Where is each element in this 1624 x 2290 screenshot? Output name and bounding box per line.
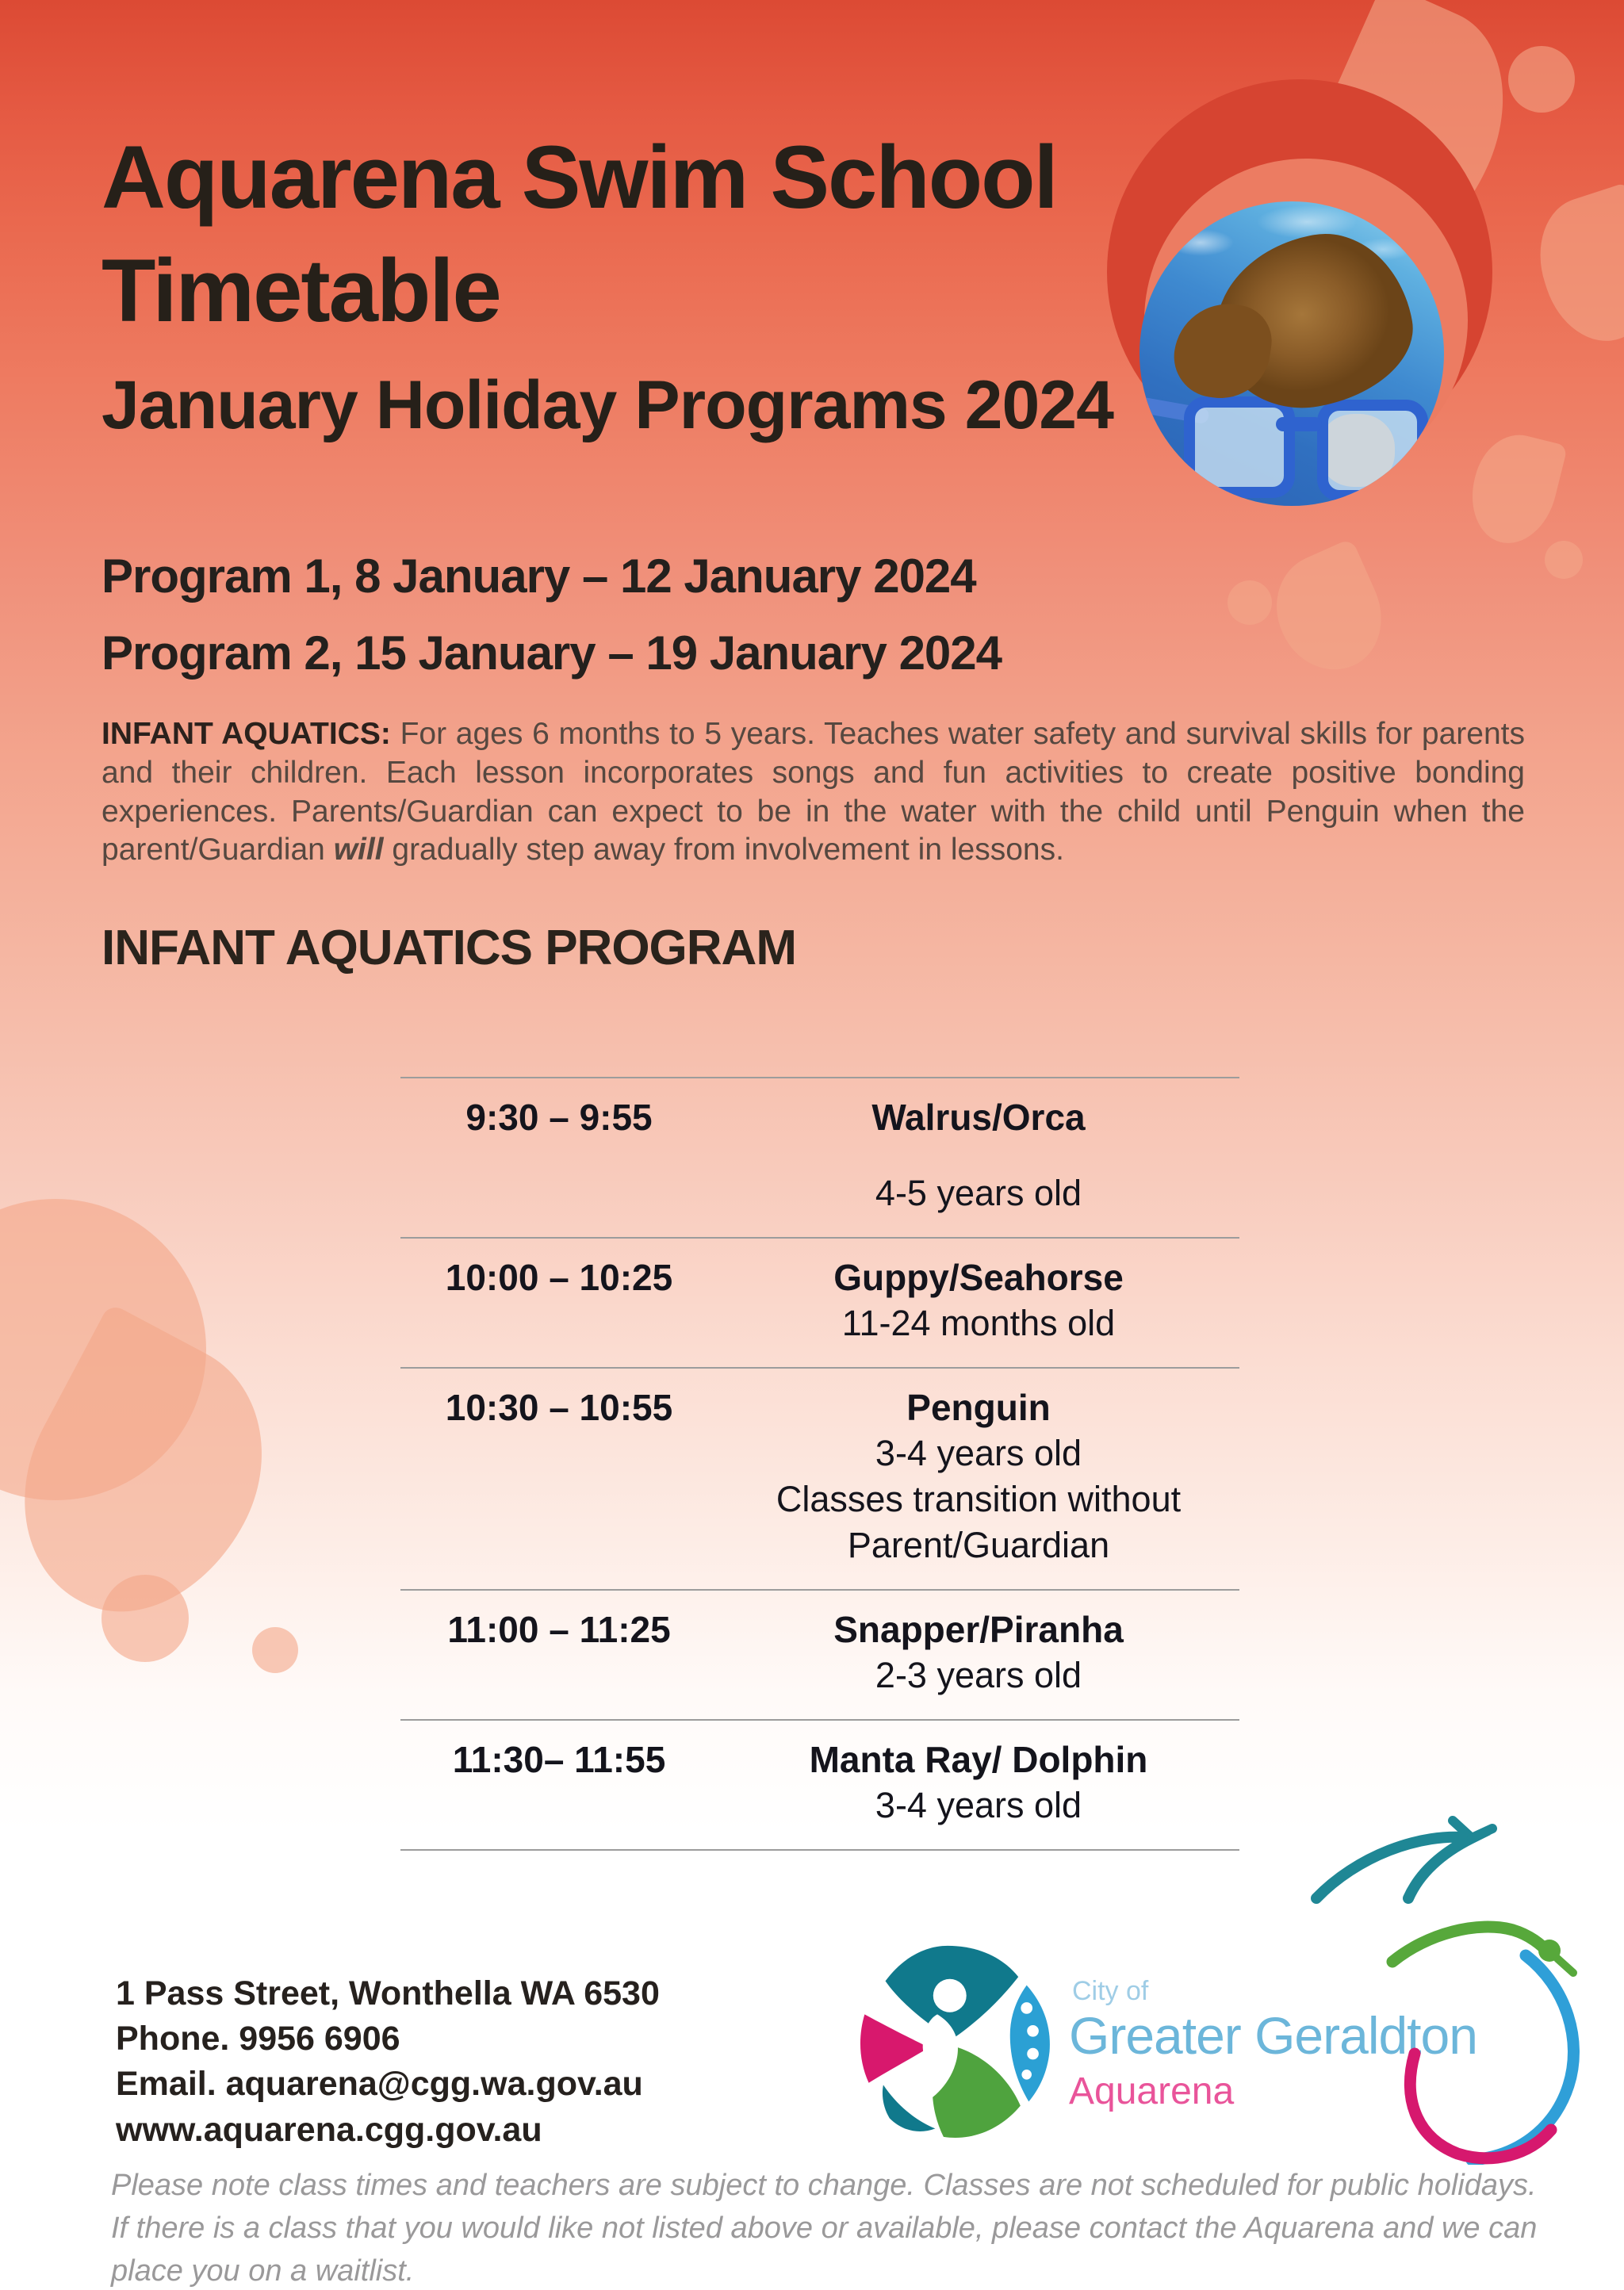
table-row (400, 1367, 1239, 1589)
table-row (400, 1589, 1239, 1719)
swimmer-photo (1139, 201, 1444, 506)
table-row (400, 1077, 1239, 1237)
program-2-dates: Program 2, 15 January – 19 January 2024 (102, 626, 1002, 680)
contact-phone: Phone. 9956 6906 (116, 2020, 400, 2058)
footer-notes (111, 2165, 1602, 2290)
aquarena-logo (850, 1940, 1058, 2147)
class-time: 10:30 – 10:55 (445, 1387, 673, 1428)
splash-drop-mid (1258, 538, 1399, 686)
splash-drop-right-edge (1523, 182, 1624, 355)
section-heading: INFANT AQUATICS PROGRAM (102, 921, 796, 975)
class-detail: 4-5 years old (875, 1173, 1082, 1213)
intro-text-1: For ages 6 months to 5 years. Teaches water safety and survival skills for parents and their children. Each lesson incorporates songs and fun activities to create positive bonding experiences. Parents/Guardian can expect to be in the water with the child until Penguin when the parent/Guardian (102, 717, 1526, 867)
class-detail: 2-3 years old (875, 1655, 1082, 1695)
class-time: 11:30– 11:55 (452, 1739, 666, 1780)
infant-aquatics-description (102, 715, 1525, 870)
class-time: 11:00 – 11:25 (447, 1609, 671, 1650)
class-name: Walrus/Orca (871, 1097, 1086, 1138)
page-title (102, 121, 1057, 348)
intro-emphasis: will (333, 833, 384, 867)
class-cell (718, 1606, 1239, 1698)
class-name: Penguin (906, 1387, 1051, 1428)
class-name: Snapper/Piranha (833, 1609, 1124, 1650)
splash-dot-top-right (1508, 46, 1575, 113)
goggle-bridge (1276, 417, 1322, 431)
splash-dot-right (1545, 541, 1583, 579)
timetable (400, 1077, 1239, 1851)
class-time: 10:00 – 10:25 (445, 1257, 673, 1298)
class-name: Manta Ray/ Dolphin (809, 1739, 1148, 1780)
class-time: 9:30 – 9:55 (465, 1097, 653, 1138)
contact-address: 1 Pass Street, Wonthella WA 6530 (116, 1974, 660, 2012)
contact-email: Email. aquarena@cgg.wa.gov.au (116, 2065, 643, 2104)
table-row (400, 1237, 1239, 1367)
page-subtitle: January Holiday Programs 2024 (102, 367, 1113, 443)
note-holidays: Please note class times and teachers are subject to change. Classes are not scheduled for public holidays. (111, 2169, 1537, 2202)
class-name: Guppy/Seahorse (833, 1257, 1124, 1298)
class-detail: Parent/Guardian (847, 1525, 1110, 1565)
aquarena-label: Aquarena (1069, 2070, 1235, 2112)
program-1-dates: Program 1, 8 January – 12 January 2024 (102, 550, 976, 603)
class-detail: 3-4 years old (875, 1785, 1082, 1825)
goggle-left-lens (1184, 396, 1295, 498)
table-row (400, 1719, 1239, 1849)
page-title-line1: Aquarena Swim School (102, 128, 1057, 227)
contact-website: www.aquarena.cgg.gov.au (116, 2110, 542, 2149)
class-cell (718, 1384, 1239, 1568)
cgg-bird-icon (1269, 1816, 1602, 2165)
note-waitlist: If there is a class that you would like not listed above or available, please contact the Aquarena and we can place you on a waitlist. (111, 2211, 1538, 2288)
goggle-right-lens (1317, 400, 1428, 501)
city-of-label: City of (1072, 1976, 1149, 2006)
splash-drop-right (1461, 426, 1568, 552)
infant-aquatics-label: INFANT AQUATICS: (102, 717, 391, 751)
splash-dot-left-small (252, 1627, 298, 1673)
intro-text-2: gradually step away from involvement in lessons. (383, 833, 1064, 867)
class-cell (718, 1737, 1239, 1829)
program-dates (102, 538, 1002, 691)
class-detail: 3-4 years old (875, 1433, 1082, 1473)
splash-dot-mid (1228, 580, 1272, 625)
greater-geraldton-label: Greater Geraldton (1069, 2006, 1477, 2065)
page-title-line2: Timetable (102, 241, 500, 341)
class-cell (718, 1094, 1239, 1216)
splash-dot-left-large (102, 1575, 189, 1662)
class-cell (718, 1254, 1239, 1346)
cgg-bird-logo (1269, 1816, 1602, 2165)
aquarena-logo-icon (850, 1940, 1058, 2147)
class-detail: 11-24 months old (841, 1303, 1116, 1343)
contact-block (116, 1971, 660, 2153)
class-detail: Classes transition without (776, 1479, 1182, 1519)
